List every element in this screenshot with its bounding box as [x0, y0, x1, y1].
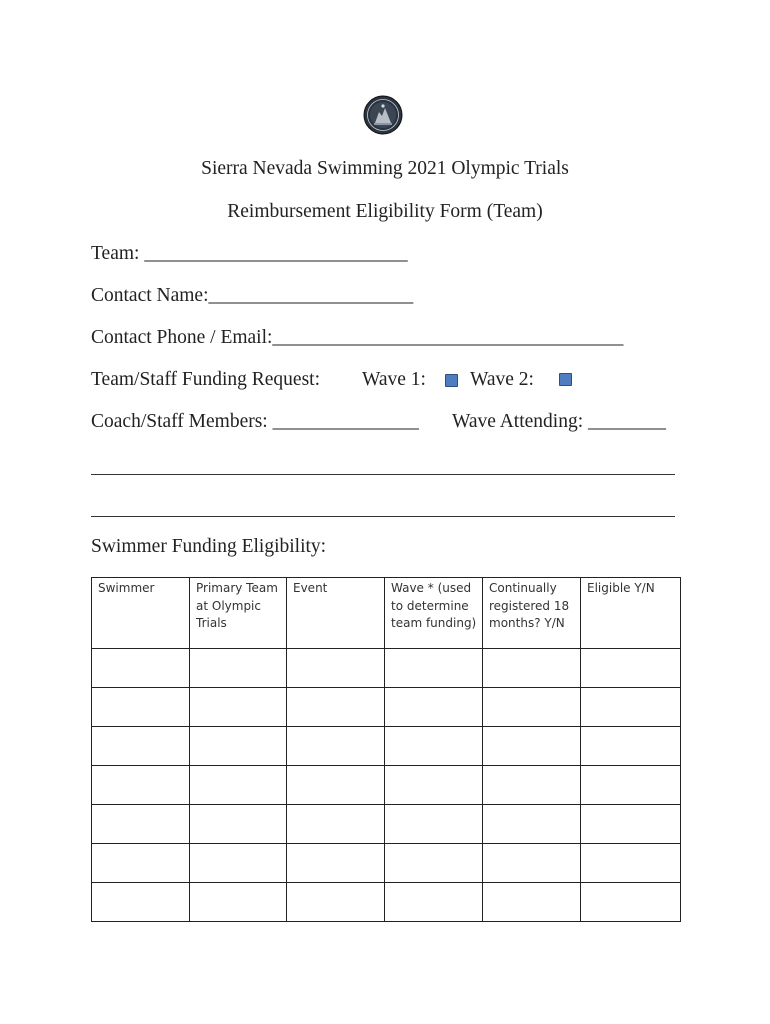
header-eligible: Eligible Y/N [581, 578, 681, 649]
table-row [92, 805, 681, 844]
cell-wave[interactable] [385, 688, 483, 727]
header-event: Event [287, 578, 385, 649]
cell-primary-team[interactable] [190, 883, 287, 922]
contact-name-field[interactable]: Contact Name:_____________________ [91, 285, 414, 306]
cell-event[interactable] [287, 844, 385, 883]
cell-primary-team[interactable] [190, 727, 287, 766]
cell-eligible[interactable] [581, 766, 681, 805]
cell-primary-team[interactable] [190, 688, 287, 727]
cell-swimmer[interactable] [92, 766, 190, 805]
cell-continually-registered[interactable] [483, 649, 581, 688]
logo-seal [363, 95, 403, 135]
cell-continually-registered[interactable] [483, 727, 581, 766]
wave2-label: Wave 2: [470, 369, 534, 390]
cell-primary-team[interactable] [190, 649, 287, 688]
table-header-row [92, 578, 681, 649]
table-row [92, 883, 681, 922]
cell-swimmer[interactable] [92, 883, 190, 922]
cell-eligible[interactable] [581, 688, 681, 727]
swimmer-section-title: Swimmer Funding Eligibility: [91, 536, 327, 557]
cell-swimmer[interactable] [92, 844, 190, 883]
contact-phone-email-field[interactable]: Contact Phone / Email:____________________________________ [91, 327, 624, 348]
table-row [92, 766, 681, 805]
wave1-label: Wave 1: [362, 369, 426, 390]
cell-wave[interactable] [385, 649, 483, 688]
table-row [92, 727, 681, 766]
wave1-checkbox[interactable] [445, 374, 458, 387]
cell-eligible[interactable] [581, 883, 681, 922]
blank-line-2[interactable] [91, 516, 675, 517]
cell-continually-registered[interactable] [483, 688, 581, 727]
table-row [92, 844, 681, 883]
cell-continually-registered[interactable] [483, 844, 581, 883]
team-field[interactable]: Team: ___________________________ [91, 243, 408, 264]
cell-eligible[interactable] [581, 805, 681, 844]
cell-wave[interactable] [385, 883, 483, 922]
cell-wave[interactable] [385, 844, 483, 883]
blank-line-1[interactable] [91, 474, 675, 475]
cell-continually-registered[interactable] [483, 805, 581, 844]
cell-event[interactable] [287, 649, 385, 688]
funding-request-label: Team/Staff Funding Request: [91, 369, 321, 390]
wave-attending-field[interactable]: Wave Attending: ________ [452, 411, 666, 432]
form-subtitle: Reimbursement Eligibility Form (Team) [227, 201, 543, 222]
table-row [92, 688, 681, 727]
header-primary-team: Primary Team at Olympic Trials [190, 578, 287, 649]
cell-swimmer[interactable] [92, 727, 190, 766]
cell-swimmer[interactable] [92, 649, 190, 688]
cell-primary-team[interactable] [190, 844, 287, 883]
cell-swimmer[interactable] [92, 688, 190, 727]
header-swimmer: Swimmer [92, 578, 190, 649]
cell-wave[interactable] [385, 766, 483, 805]
cell-eligible[interactable] [581, 727, 681, 766]
cell-swimmer[interactable] [92, 805, 190, 844]
swimmer-eligibility-table [91, 577, 681, 922]
coach-staff-field[interactable]: Coach/Staff Members: _______________ [91, 411, 419, 432]
cell-eligible[interactable] [581, 844, 681, 883]
table-row [92, 649, 681, 688]
cell-event[interactable] [287, 805, 385, 844]
wave2-checkbox[interactable] [559, 373, 572, 386]
header-continually-registered: Continually registered 18 months? Y/N [483, 578, 581, 649]
cell-wave[interactable] [385, 805, 483, 844]
cell-primary-team[interactable] [190, 805, 287, 844]
cell-event[interactable] [287, 727, 385, 766]
form-title: Sierra Nevada Swimming 2021 Olympic Trials [201, 158, 569, 179]
header-wave: Wave * (used to determine team funding) [385, 578, 483, 649]
cell-continually-registered[interactable] [483, 766, 581, 805]
cell-event[interactable] [287, 883, 385, 922]
cell-event[interactable] [287, 766, 385, 805]
cell-wave[interactable] [385, 727, 483, 766]
cell-primary-team[interactable] [190, 766, 287, 805]
cell-eligible[interactable] [581, 649, 681, 688]
cell-event[interactable] [287, 688, 385, 727]
cell-continually-registered[interactable] [483, 883, 581, 922]
